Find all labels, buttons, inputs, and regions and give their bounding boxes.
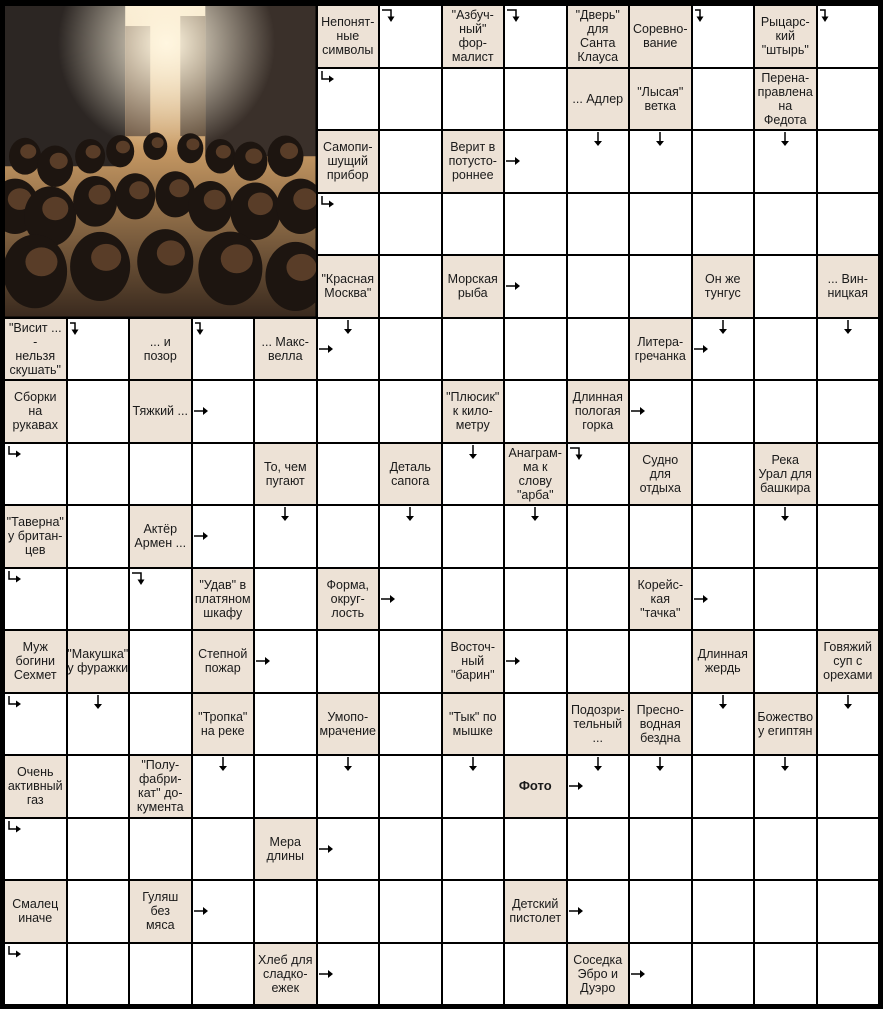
answer-cell[interactable]	[693, 194, 754, 255]
answer-cell[interactable]	[443, 944, 504, 1005]
answer-cell[interactable]	[568, 569, 629, 630]
answer-cell[interactable]	[380, 319, 441, 380]
clue-cell: Фото	[505, 756, 566, 817]
clue-cell: Форма, округ- лость	[318, 569, 379, 630]
answer-cell[interactable]	[818, 381, 879, 442]
answer-cell[interactable]	[130, 694, 191, 755]
answer-cell[interactable]	[755, 319, 816, 380]
clue-cell: "Висит ... - нельзя скушать"	[5, 319, 66, 380]
answer-cell[interactable]	[818, 756, 879, 817]
answer-cell[interactable]	[380, 944, 441, 1005]
answer-cell[interactable]	[193, 381, 254, 442]
answer-cell[interactable]	[255, 506, 316, 567]
answer-cell[interactable]	[380, 631, 441, 692]
answer-cell[interactable]	[630, 194, 691, 255]
answer-cell[interactable]	[630, 756, 691, 817]
answer-cell[interactable]	[255, 631, 316, 692]
clue-cell: Умопо- мрачение	[318, 694, 379, 755]
answer-cell[interactable]	[130, 944, 191, 1005]
clue-cell: Рыцарс- кий "штырь"	[755, 6, 816, 67]
answer-cell[interactable]	[443, 444, 504, 505]
clue-cell: Актёр Армен ...	[130, 506, 191, 567]
answer-cell[interactable]	[505, 631, 566, 692]
answer-cell[interactable]	[693, 6, 754, 67]
answer-cell[interactable]	[818, 819, 879, 880]
clue-cell: Подозри- тельный ...	[568, 694, 629, 755]
answer-cell[interactable]	[568, 756, 629, 817]
answer-cell[interactable]	[693, 381, 754, 442]
clue-cell: "Удав" в платяном шкафу	[193, 569, 254, 630]
clue-cell: Он же тунгус	[693, 256, 754, 317]
answer-cell[interactable]	[380, 69, 441, 130]
answer-cell[interactable]	[568, 444, 629, 505]
clue-cell: Тяжкий ...	[130, 381, 191, 442]
answer-cell[interactable]	[380, 256, 441, 317]
clue-cell: "Азбуч- ный" фор- малист	[443, 6, 504, 67]
answer-cell[interactable]	[630, 506, 691, 567]
answer-cell[interactable]	[193, 319, 254, 380]
clue-cell: "Макушка" у фуражки	[68, 631, 129, 692]
answer-cell[interactable]	[818, 944, 879, 1005]
clue-cell: Пресно- водная бездна	[630, 694, 691, 755]
answer-cell[interactable]	[318, 194, 379, 255]
answer-cell[interactable]	[630, 131, 691, 192]
answer-cell[interactable]	[693, 694, 754, 755]
answer-cell[interactable]	[380, 569, 441, 630]
clue-cell: Судно для отдыха	[630, 444, 691, 505]
answer-cell[interactable]	[255, 569, 316, 630]
clue-cell: Соседка Эбро и Дуэро	[568, 944, 629, 1005]
clue-cell: Непонят- ные символы	[318, 6, 379, 67]
answer-cell[interactable]	[818, 694, 879, 755]
answer-cell[interactable]	[630, 381, 691, 442]
clue-cell: Соревно- вание	[630, 6, 691, 67]
answer-cell[interactable]	[755, 631, 816, 692]
answer-cell[interactable]	[818, 131, 879, 192]
clue-cell: "Красная Москва"	[318, 256, 379, 317]
clue-cell: Длинная пологая горка	[568, 381, 629, 442]
answer-cell[interactable]	[443, 319, 504, 380]
answer-cell[interactable]	[130, 444, 191, 505]
answer-cell[interactable]	[693, 756, 754, 817]
clue-cell: Очень активный газ	[5, 756, 66, 817]
answer-cell[interactable]	[818, 506, 879, 567]
answer-cell[interactable]	[443, 819, 504, 880]
answer-cell[interactable]	[505, 694, 566, 755]
answer-cell[interactable]	[505, 69, 566, 130]
answer-cell[interactable]	[318, 319, 379, 380]
answer-cell[interactable]	[630, 631, 691, 692]
answer-cell[interactable]	[380, 381, 441, 442]
answer-cell[interactable]	[5, 694, 66, 755]
answer-cell[interactable]	[130, 819, 191, 880]
answer-cell[interactable]	[693, 881, 754, 942]
clue-cell: "Таверна" у британ- цев	[5, 506, 66, 567]
clue-cell: Сборки на рукавах	[5, 381, 66, 442]
clue-cell: Муж богини Сехмет	[5, 631, 66, 692]
answer-cell[interactable]	[318, 881, 379, 942]
answer-cell[interactable]	[693, 944, 754, 1005]
answer-cell[interactable]	[693, 819, 754, 880]
clue-cell: Хлеб для сладко- ежек	[255, 944, 316, 1005]
answer-cell[interactable]	[318, 69, 379, 130]
answer-cell[interactable]	[5, 444, 66, 505]
answer-cell[interactable]	[755, 194, 816, 255]
answer-cell[interactable]	[693, 506, 754, 567]
answer-cell[interactable]	[818, 6, 879, 67]
answer-cell[interactable]	[318, 444, 379, 505]
answer-cell[interactable]	[755, 569, 816, 630]
answer-cell[interactable]	[568, 256, 629, 317]
clue-cell: Мера длины	[255, 819, 316, 880]
answer-cell[interactable]	[505, 569, 566, 630]
clue-cell: "Лысая" ветка	[630, 69, 691, 130]
clue-cell: Длинная жердь	[693, 631, 754, 692]
answer-cell[interactable]	[380, 194, 441, 255]
answer-cell[interactable]	[5, 944, 66, 1005]
clue-cell: Говяжий суп с орехами	[818, 631, 879, 692]
answer-cell[interactable]	[443, 756, 504, 817]
answer-cell[interactable]	[505, 194, 566, 255]
clue-cell: Река Урал для башкира	[755, 444, 816, 505]
clue-cell: "Полу- фабри- кат" до- кумента	[130, 756, 191, 817]
answer-cell[interactable]	[68, 694, 129, 755]
answer-cell[interactable]	[193, 506, 254, 567]
answer-cell[interactable]	[818, 194, 879, 255]
clue-cell: Анаграм- ма к слову "арба"	[505, 444, 566, 505]
clue-cell: Литера- гречанка	[630, 319, 691, 380]
answer-cell[interactable]	[68, 881, 129, 942]
answer-cell[interactable]	[818, 881, 879, 942]
clue-cell: Степной пожар	[193, 631, 254, 692]
answer-cell[interactable]	[318, 631, 379, 692]
clue-cell: Самопи- шущий прибор	[318, 131, 379, 192]
answer-cell[interactable]	[68, 944, 129, 1005]
answer-cell[interactable]	[193, 756, 254, 817]
answer-cell[interactable]	[818, 444, 879, 505]
answer-cell[interactable]	[318, 381, 379, 442]
answer-cell[interactable]	[68, 756, 129, 817]
answer-cell[interactable]	[130, 569, 191, 630]
answer-cell[interactable]	[193, 944, 254, 1005]
answer-cell[interactable]	[630, 881, 691, 942]
answer-cell[interactable]	[568, 131, 629, 192]
answer-cell[interactable]	[380, 819, 441, 880]
answer-cell[interactable]	[693, 569, 754, 630]
answer-cell[interactable]	[505, 819, 566, 880]
answer-cell[interactable]	[68, 819, 129, 880]
answer-cell[interactable]	[505, 6, 566, 67]
answer-cell[interactable]	[68, 506, 129, 567]
answer-cell[interactable]	[380, 694, 441, 755]
answer-cell[interactable]	[818, 69, 879, 130]
answer-cell[interactable]	[568, 819, 629, 880]
answer-cell[interactable]	[818, 569, 879, 630]
answer-cell[interactable]	[318, 944, 379, 1005]
answer-cell[interactable]	[505, 131, 566, 192]
answer-cell[interactable]	[68, 444, 129, 505]
crowd-photo	[5, 6, 316, 317]
clue-cell: Смалец иначе	[5, 881, 66, 942]
answer-cell[interactable]	[818, 319, 879, 380]
answer-cell[interactable]	[693, 69, 754, 130]
answer-cell[interactable]	[568, 881, 629, 942]
answer-cell[interactable]	[568, 506, 629, 567]
answer-cell[interactable]	[255, 756, 316, 817]
answer-cell[interactable]	[380, 506, 441, 567]
answer-cell[interactable]	[693, 319, 754, 380]
answer-cell[interactable]	[318, 506, 379, 567]
answer-cell[interactable]	[380, 6, 441, 67]
answer-cell[interactable]	[68, 319, 129, 380]
answer-cell[interactable]	[255, 694, 316, 755]
answer-cell[interactable]	[193, 881, 254, 942]
answer-cell[interactable]	[505, 381, 566, 442]
answer-cell[interactable]	[443, 569, 504, 630]
clue-cell: Верит в потусто- роннее	[443, 131, 504, 192]
answer-cell[interactable]	[505, 944, 566, 1005]
clue-cell: То, чем пугают	[255, 444, 316, 505]
answer-cell[interactable]	[630, 819, 691, 880]
clue-cell: Деталь сапога	[380, 444, 441, 505]
answer-cell[interactable]	[505, 256, 566, 317]
answer-cell[interactable]	[755, 756, 816, 817]
clue-cell: "Плюсик" к кило- метру	[443, 381, 504, 442]
clue-cell: ... Макс- велла	[255, 319, 316, 380]
answer-cell[interactable]	[568, 194, 629, 255]
answer-cell[interactable]	[443, 881, 504, 942]
answer-cell[interactable]	[68, 569, 129, 630]
clue-cell: ... Вин- ницкая	[818, 256, 879, 317]
answer-cell[interactable]	[755, 381, 816, 442]
answer-cell[interactable]	[255, 381, 316, 442]
clue-cell: Гуляш без мяса	[130, 881, 191, 942]
answer-cell[interactable]	[443, 506, 504, 567]
clue-cell: "Дверь" для Санта Клауса	[568, 6, 629, 67]
answer-cell[interactable]	[630, 256, 691, 317]
answer-cell[interactable]	[505, 319, 566, 380]
answer-cell[interactable]	[380, 756, 441, 817]
answer-cell[interactable]	[443, 69, 504, 130]
answer-cell[interactable]	[318, 756, 379, 817]
clue-cell: ... и позор	[130, 319, 191, 380]
clue-cell: "Тропка" на реке	[193, 694, 254, 755]
answer-cell[interactable]	[630, 944, 691, 1005]
clue-cell: "Тык" по мышке	[443, 694, 504, 755]
answer-cell[interactable]	[505, 506, 566, 567]
answer-cell[interactable]	[755, 131, 816, 192]
answer-cell[interactable]	[193, 444, 254, 505]
answer-cell[interactable]	[755, 256, 816, 317]
answer-cell[interactable]	[5, 569, 66, 630]
answer-cell[interactable]	[755, 881, 816, 942]
answer-cell[interactable]	[380, 131, 441, 192]
answer-cell[interactable]	[568, 319, 629, 380]
answer-cell[interactable]	[755, 944, 816, 1005]
clue-cell: Восточ- ный "барин"	[443, 631, 504, 692]
answer-cell[interactable]	[130, 631, 191, 692]
clue-cell: Перена- правлена на Федота	[755, 69, 816, 130]
answer-cell[interactable]	[568, 631, 629, 692]
answer-cell[interactable]	[443, 194, 504, 255]
answer-cell[interactable]	[693, 131, 754, 192]
clue-cell: Корейс- кая "тачка"	[630, 569, 691, 630]
answer-cell[interactable]	[755, 506, 816, 567]
answer-cell[interactable]	[380, 881, 441, 942]
answer-cell[interactable]	[318, 819, 379, 880]
answer-cell[interactable]	[68, 381, 129, 442]
answer-cell[interactable]	[5, 819, 66, 880]
clue-cell: ... Адлер	[568, 69, 629, 130]
clue-cell: Морская рыба	[443, 256, 504, 317]
answer-cell[interactable]	[693, 444, 754, 505]
clue-cell: Божество у египтян	[755, 694, 816, 755]
answer-cell[interactable]	[755, 819, 816, 880]
answer-cell[interactable]	[193, 819, 254, 880]
clue-cell: Детский пистолет	[505, 881, 566, 942]
answer-cell[interactable]	[255, 881, 316, 942]
